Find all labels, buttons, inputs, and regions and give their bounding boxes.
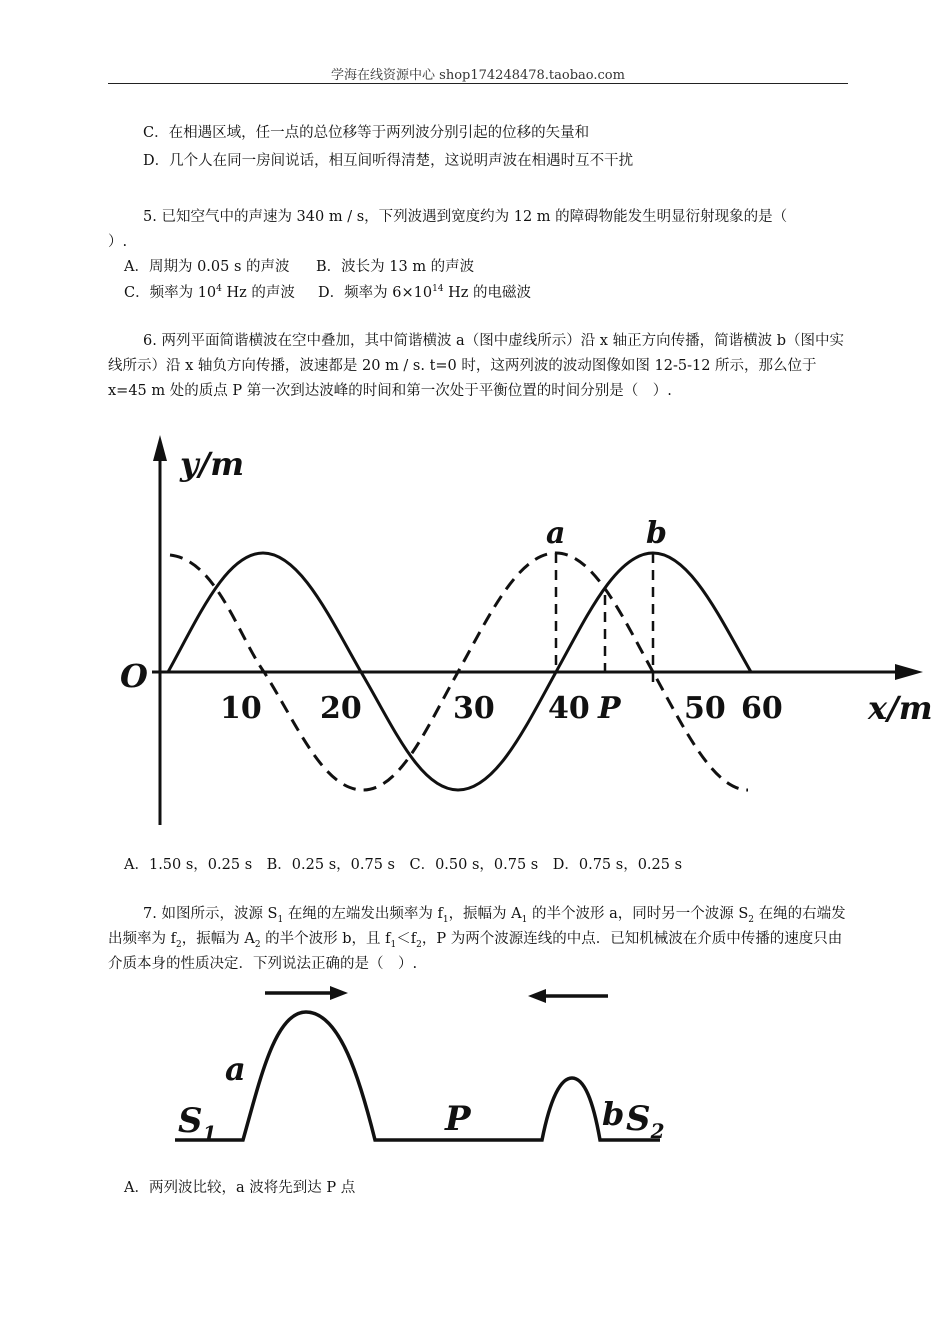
tick-label-60: 60 [741,691,783,726]
q5-option-b: B．波长为 13 m 的声波 [316,259,475,275]
point-p-rope-label: P [445,1099,471,1139]
header-rule [108,83,848,84]
q6-stem: 6. 两列平面简谐横波在空中叠加，其中简谐横波 a（图中虚线所示）沿 x 轴正方向传播，简谐横波 b（图中实线所示）沿 x 轴负方向传播，波速都是 20 m / s. t=0 时，这两列波的波动图像如图 12-5-12 所示，那么位于 x=45 m 处的质点 P 第一次到达波峰的时间和第一次处于平衡位置的时间分别是（ ）. [108,333,844,399]
origin-label: O [120,657,148,695]
peak-b-label: b [646,516,667,551]
q6-options: A．1.50 s，0.25 s B．0.25 s，0.75 s C．0.50 s，0.75 s D．0.75 s，0.25 s [124,857,683,873]
q7-option-a: A．两列波比较，a 波将先到达 P 点 [124,1180,356,1196]
rope-figure [170,980,690,1160]
q5-stem-line2: ）. [108,234,128,250]
tick-label-40: 40 [548,691,590,726]
q5-stem-line1: 5. 已知空气中的声速为 340 m / s，下列波遇到宽度约为 12 m 的障碍物能发生明显衍射现象的是（ [143,209,788,225]
page-header: 学海在线资源中心 shop174248478.taobao.com [331,68,625,83]
q5-option-d: D．频率为 $6\times 10^{14}$ Hz 的电磁波 [318,284,532,301]
x-axis-arrow [895,664,923,680]
point-p-label: P [598,691,621,726]
arrow-left-head [528,989,546,1003]
q5-option-c: C．频率为 $10^4$ Hz 的声波 [124,284,295,301]
y-axis-label: y/m [180,445,245,483]
tick-label-20: 20 [320,691,362,726]
tick-label-10: 10 [220,691,262,726]
tick-label-30: 30 [453,691,495,726]
s1-label: $S_1$ [178,1101,217,1145]
q5-option-a: A．周期为 0.05 s 的声波 [124,259,290,275]
wave-figure [108,425,938,835]
q4-option-d: D．几个人在同一房间说话，相互间听得清楚，这说明声波在相遇时互不干扰 [143,153,634,169]
peak-a-label: a [546,516,566,551]
y-axis-arrow [153,435,167,461]
q7-stem: 7. 如图所示，波源 $S_1$ 在绳的左端发出频率为 $f_1$，振幅为 $A_1$ 的半个波形 a，同时另一个波源 $S_2$ 在绳的右端发出频率为 $f_2$，振幅为 $A_2$ 的半个波形 b，且 $f_1<f_2$，P 为两个波源连线的中点．已知机械波在介质中传播的速度只由介质本身的性质决定．下列说法正确的是（ ）. [108,906,846,972]
tick-label-50: 50 [684,691,726,726]
x-axis-label: x/m [868,689,933,727]
rope [175,1012,660,1140]
s2-label: $S_2$ [626,1099,665,1143]
q4-option-c: C．在相遇区域，任一点的总位移等于两列波分别引起的位移的矢量和 [143,125,590,141]
arrow-right-head [330,986,348,1000]
pulse-a-label: a [225,1050,246,1088]
pulse-b-label: b [602,1095,625,1133]
